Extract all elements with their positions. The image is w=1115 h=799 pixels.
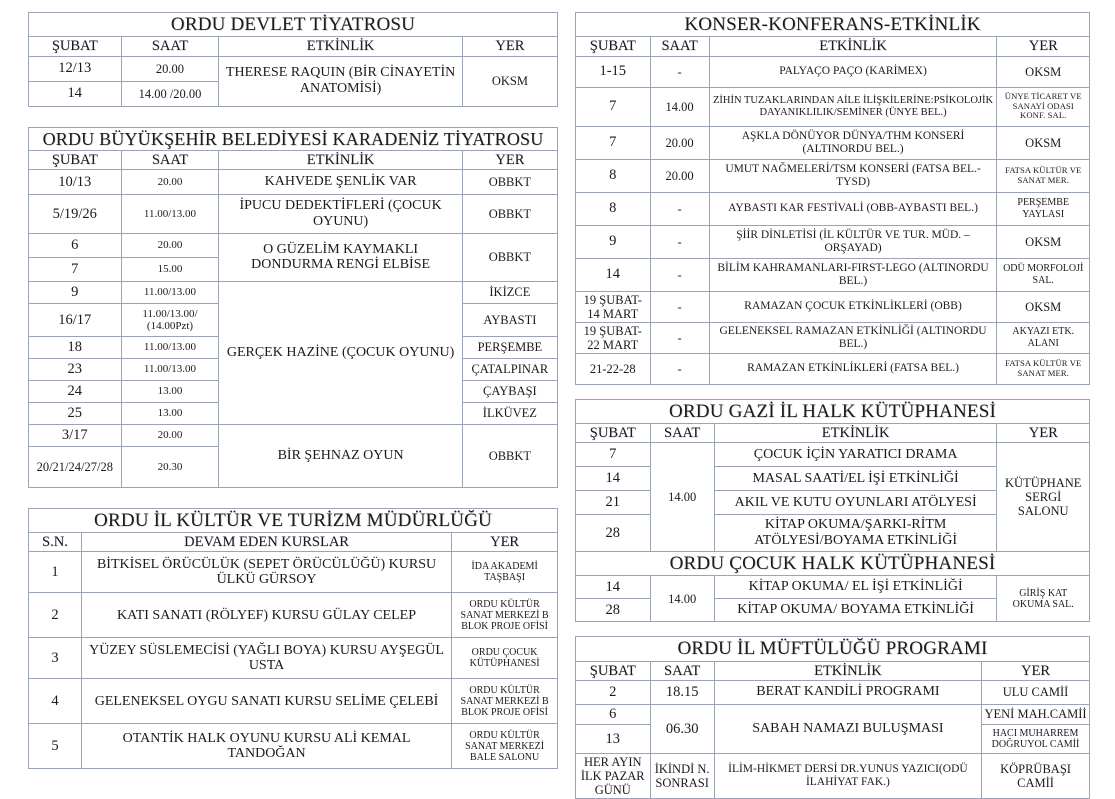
table-header-row (576, 661, 1090, 680)
table-kultur-turizm (28, 508, 558, 770)
table-title-row (576, 399, 1090, 423)
cell-subat: 16/17 (29, 303, 122, 336)
cell-subat: 25 (29, 402, 122, 424)
cell-subat: 5/19/26 (29, 194, 122, 233)
column-header-etkinlik: ETKİNLİK (714, 423, 997, 442)
cell-yer: KÖPRÜBAŞI CAMİİ (982, 753, 1090, 798)
table-title-row (29, 127, 558, 150)
column-header-kurslar: DEVAM EDEN KURSLAR (81, 533, 451, 552)
cell-sn: 1 (29, 552, 82, 593)
table-header-row (29, 150, 558, 169)
cell-etkinlik: AYBASTI KAR FESTİVALİ (OBB-AYBASTI BEL.) (709, 192, 997, 225)
cell-saat: 11.00/13.00/ (14.00Pzt) (121, 303, 219, 336)
table-row (576, 126, 1090, 159)
cell-subat: 14 (29, 81, 122, 106)
cell-sn: 4 (29, 679, 82, 724)
cell-subat: 23 (29, 358, 122, 380)
cell-etkinlik: KİTAP OKUMA/ BOYAMA ETKİNLİĞİ (714, 599, 997, 622)
table-title-row (576, 637, 1090, 661)
cell-subat: 13 (576, 724, 651, 753)
cell-subat: 2 (576, 680, 651, 704)
table-row (576, 159, 1090, 192)
spacer (575, 622, 1090, 636)
cell-saat: 18.15 (650, 680, 714, 704)
cell-etkinlik: ŞİİR DİNLETİSİ (İL KÜLTÜR VE TUR. MÜD. – ORŞAYAD) (709, 225, 997, 258)
table-row (29, 424, 558, 446)
table-row (29, 169, 558, 194)
cell-subat: 18 (29, 336, 122, 358)
column-header-yer: YER (982, 661, 1090, 680)
column-header-saat: SAAT (650, 661, 714, 680)
cell-subat: 12/13 (29, 56, 122, 81)
cell-yer: İLKÜVEZ (462, 402, 557, 424)
cell-subat: 20/21/24/27/28 (29, 446, 122, 487)
cell-saat: - (650, 353, 709, 384)
cell-subat: 9 (29, 281, 122, 303)
cell-etkinlik: İPUCU DEDEKTİFLERİ (ÇOCUK OYUNU) (219, 194, 462, 233)
cell-kurs: KATI SANATI (RÖLYEF) KURSU GÜLAY CELEP (81, 593, 451, 638)
table-title: ORDU GAZİ İL HALK KÜTÜPHANESİ (576, 399, 1090, 423)
table-row (576, 680, 1090, 704)
cell-kurs: BİTKİSEL ÖRÜCÜLÜK (SEPET ÖRÜCÜLÜĞÜ) KURSU ÜLKÜ GÜRSOY (81, 552, 451, 593)
cell-yer: ORDU KÜLTÜR SANAT MERKEZİ BALE SALONU (452, 724, 558, 769)
table-row (576, 322, 1090, 353)
cell-yer: OKSM (997, 225, 1090, 258)
cell-subat: 7 (29, 257, 122, 281)
cell-yer: OBBKT (462, 194, 557, 233)
cell-subat: 8 (576, 159, 651, 192)
spacer (575, 385, 1090, 399)
table-title-row (576, 13, 1090, 37)
cell-saat: - (650, 291, 709, 322)
cell-etkinlik: BERAT KANDİLİ PROGRAMI (714, 680, 981, 704)
cell-etkinlik: AŞKLA DÖNÜYOR DÜNYA/THM KONSERİ (ALTINORDU BEL.) (709, 126, 997, 159)
cell-saat: - (650, 258, 709, 291)
cell-subat: 21-22-28 (576, 353, 651, 384)
cell-yer: ORDU ÇOCUK KÜTÜPHANESİ (452, 638, 558, 679)
column-header-yer: YER (997, 423, 1090, 442)
cell-subat: 3/17 (29, 424, 122, 446)
cell-saat: 20.00 (121, 56, 219, 81)
cell-yer: OBBKT (462, 424, 557, 487)
cell-yer: FATSA KÜLTÜR VE SANAT MER. (997, 159, 1090, 192)
table-row (576, 576, 1090, 599)
table-row (576, 258, 1090, 291)
column-header-subat: ŞUBAT (29, 150, 122, 169)
cell-yer: AYBASTI (462, 303, 557, 336)
cell-yer: ÇATALPINAR (462, 358, 557, 380)
cell-yer: KÜTÜPHANE SERGİ SALONU (997, 443, 1090, 552)
cell-etkinlik: UMUT NAĞMELERİ/TSM KONSERİ (FATSA BEL.-TYSD) (709, 159, 997, 192)
cell-saat: 11.00/13.00 (121, 194, 219, 233)
cell-kurs: GELENEKSEL OYGU SANATI KURSU SELİME ÇELEBİ (81, 679, 451, 724)
cell-saat: 11.00/13.00 (121, 336, 219, 358)
table-muftuluk-programi (575, 636, 1090, 799)
cell-saat: 14.00 (650, 576, 714, 622)
cell-subat: 14 (576, 576, 651, 599)
table-halk-kutuphanesi (575, 399, 1090, 623)
cell-saat: 11.00/13.00 (121, 281, 219, 303)
table-title: ORDU BÜYÜKŞEHİR BELEDİYESİ KARADENİZ TİYATROSU (29, 127, 558, 150)
cell-subat: 14 (576, 258, 651, 291)
cell-yer: OKSM (997, 291, 1090, 322)
table-row (576, 56, 1090, 87)
cell-saat: 20.30 (121, 446, 219, 487)
table-header-row (576, 37, 1090, 56)
table-row (29, 281, 558, 303)
cell-etkinlik: RAMAZAN ETKİNLİKLERİ (FATSA BEL.) (709, 353, 997, 384)
cell-yer: YENİ MAH.CAMİİ (982, 704, 1090, 724)
cell-yer: GİRİŞ KAT OKUMA SAL. (997, 576, 1090, 622)
cell-sn: 3 (29, 638, 82, 679)
cell-saat: 14.00 (650, 443, 714, 552)
cell-subat: 14 (576, 467, 651, 491)
column-header-saat: SAAT (650, 423, 714, 442)
cell-yer: OKSM (997, 126, 1090, 159)
cell-etkinlik: AKIL VE KUTU OYUNLARI ATÖLYESİ (714, 491, 997, 515)
cell-subat: 19 ŞUBAT-14 MART (576, 291, 651, 322)
table-row (576, 753, 1090, 798)
column-header-yer: YER (462, 37, 557, 56)
cell-saat: 14.00 /20.00 (121, 81, 219, 106)
table-row (576, 443, 1090, 467)
cell-subat: 28 (576, 515, 651, 552)
table-row (576, 87, 1090, 126)
table-devlet-tiyatrosu (28, 12, 558, 107)
cell-subat: 6 (29, 233, 122, 257)
table-row (576, 353, 1090, 384)
table-header-row (576, 423, 1090, 442)
cell-kurs: OTANTİK HALK OYUNU KURSU ALİ KEMAL TANDOĞAN (81, 724, 451, 769)
column-header-subat: ŞUBAT (29, 37, 122, 56)
cell-yer: OBBKT (462, 233, 557, 281)
column-header-saat: SAAT (650, 37, 709, 56)
cell-etkinlik: THERESE RAQUIN (BİR CİNAYETİN ANATOMİSİ) (219, 56, 462, 106)
cell-yer: İDA AKADEMİ TAŞBAŞI (452, 552, 558, 593)
cell-subat: 21 (576, 491, 651, 515)
cell-etkinlik: GERÇEK HAZİNE (ÇOCUK OYUNU) (219, 281, 462, 424)
column-header-etkinlik: ETKİNLİK (219, 150, 462, 169)
table-title: ORDU İL KÜLTÜR VE TURİZM MÜDÜRLÜĞÜ (29, 508, 558, 532)
column-header-subat: ŞUBAT (576, 423, 651, 442)
cell-subat: 9 (576, 225, 651, 258)
table-row (576, 291, 1090, 322)
table-title: KONSER-KONFERANS-ETKİNLİK (576, 13, 1090, 37)
column-header-etkinlik: ETKİNLİK (219, 37, 462, 56)
table-row (29, 233, 558, 257)
cell-etkinlik: SABAH NAMAZI BULUŞMASI (714, 704, 981, 753)
cell-saat: 14.00 (650, 87, 709, 126)
cell-subat: 24 (29, 380, 122, 402)
cell-yer: OKSM (462, 56, 557, 106)
cell-yer: ULU CAMİİ (982, 680, 1090, 704)
cell-etkinlik: KAHVEDE ŞENLİK VAR (219, 169, 462, 194)
cell-etkinlik: İLİM-HİKMET DERSİ DR.YUNUS YAZICI(ODÜ İLAHİYAT FAK.) (714, 753, 981, 798)
cell-saat: 13.00 (121, 380, 219, 402)
cell-saat: 13.00 (121, 402, 219, 424)
cell-subat: 7 (576, 443, 651, 467)
cell-saat: 20.00 (121, 424, 219, 446)
table-row (29, 593, 558, 638)
cell-sn: 5 (29, 724, 82, 769)
cell-yer: ODÜ MORFOLOJİ SAL. (997, 258, 1090, 291)
column-header-yer: YER (462, 150, 557, 169)
cell-etkinlik: KİTAP OKUMA/ EL İŞİ ETKİNLİĞİ (714, 576, 997, 599)
table-header-row (29, 37, 558, 56)
cell-kurs: YÜZEY SÜSLEMECİSİ (YAĞLI BOYA) KURSU AYŞEGÜL USTA (81, 638, 451, 679)
table-row (29, 638, 558, 679)
cell-saat: 20.00 (121, 233, 219, 257)
column-header-yer: YER (452, 533, 558, 552)
table-row (29, 552, 558, 593)
left-column (28, 12, 558, 769)
column-header-etkinlik: ETKİNLİK (709, 37, 997, 56)
table-header-row (29, 533, 558, 552)
spacer (28, 107, 558, 127)
cell-yer: PERŞEMBE YAYLASI (997, 192, 1090, 225)
cell-subat: 7 (576, 87, 651, 126)
cell-etkinlik: BİLİM KAHRAMANLARI-FIRST-LEGO (ALTINORDU BEL.) (709, 258, 997, 291)
table-row (29, 56, 558, 81)
table-title-cocuk-kutuphane: ORDU ÇOCUK HALK KÜTÜPHANESİ (576, 552, 1090, 576)
cell-saat: 06.30 (650, 704, 714, 753)
cell-etkinlik: ZİHİN TUZAKLARINDAN AİLE İLİŞKİLERİNE:PSİKOLOJİK DAYANIKLILIK/SEMİNER (ÜNYE BEL.) (709, 87, 997, 126)
cell-subat: 8 (576, 192, 651, 225)
cell-sn: 2 (29, 593, 82, 638)
cell-etkinlik: MASAL SAATİ/EL İŞİ ETKİNLİĞİ (714, 467, 997, 491)
table-row (29, 679, 558, 724)
column-header-saat: SAAT (121, 37, 219, 56)
cell-yer: ÜNYE TİCARET VE SANAYİ ODASI KONF. SAL. (997, 87, 1090, 126)
cell-yer: İKİZCE (462, 281, 557, 303)
table-title-row (29, 508, 558, 532)
cell-yer: OKSM (997, 56, 1090, 87)
cell-yer: ORDU KÜLTÜR SANAT MERKEZİ B BLOK PROJE OFİSİ (452, 593, 558, 638)
cell-yer: FATSA KÜLTÜR VE SANAT MER. (997, 353, 1090, 384)
table-title: ORDU İL MÜFTÜLÜĞÜ PROGRAMI (576, 637, 1090, 661)
column-header-subat: ŞUBAT (576, 661, 651, 680)
spacer (28, 488, 558, 508)
cell-subat: 28 (576, 599, 651, 622)
cell-subat: 10/13 (29, 169, 122, 194)
cell-yer: AKYAZI ETK. ALANI (997, 322, 1090, 353)
cell-subat: 19 ŞUBAT-22 MART (576, 322, 651, 353)
table-title-row (576, 552, 1090, 576)
column-header-yer: YER (997, 37, 1090, 56)
cell-saat: 20.00 (121, 169, 219, 194)
cell-yer: HACI MUHARREM DOĞRUYOL CAMİİ (982, 724, 1090, 753)
table-title-row (29, 13, 558, 37)
table-row (29, 194, 558, 233)
cell-yer: ORDU KÜLTÜR SANAT MERKEZİ B BLOK PROJE OFİSİ (452, 679, 558, 724)
cell-saat: 20.00 (650, 159, 709, 192)
cell-saat: İKİNDİ N. SONRASI (650, 753, 714, 798)
table-row (576, 192, 1090, 225)
cell-saat: - (650, 192, 709, 225)
table-karadeniz-tiyatrosu (28, 127, 558, 488)
cell-yer: OBBKT (462, 169, 557, 194)
cell-subat: HER AYIN İLK PAZAR GÜNÜ (576, 753, 651, 798)
cell-etkinlik: GELENEKSEL RAMAZAN ETKİNLİĞİ (ALTINORDU BEL.) (709, 322, 997, 353)
column-header-saat: SAAT (121, 150, 219, 169)
cell-etkinlik: PALYAÇO PAÇO (KARİMEX) (709, 56, 997, 87)
cell-yer: PERŞEMBE (462, 336, 557, 358)
cell-saat: - (650, 322, 709, 353)
table-konser-konferans-etkinlik (575, 12, 1090, 385)
table-title: ORDU DEVLET TİYATROSU (29, 13, 558, 37)
cell-etkinlik: ÇOCUK İÇİN YARATICI DRAMA (714, 443, 997, 467)
cell-saat: 11.00/13.00 (121, 358, 219, 380)
column-header-sn: S.N. (29, 533, 82, 552)
column-header-subat: ŞUBAT (576, 37, 651, 56)
cell-saat: 15.00 (121, 257, 219, 281)
right-column (575, 12, 1090, 799)
table-row (576, 704, 1090, 724)
cell-etkinlik: KİTAP OKUMA/ŞARKI-RİTM ATÖLYESİ/BOYAMA ETKİNLİĞİ (714, 515, 997, 552)
cell-yer: ÇAYBAŞI (462, 380, 557, 402)
table-row (576, 225, 1090, 258)
cell-etkinlik: BİR ŞEHNAZ OYUN (219, 424, 462, 487)
cell-subat: 1-15 (576, 56, 651, 87)
cell-saat: 20.00 (650, 126, 709, 159)
table-row (29, 724, 558, 769)
cell-saat: - (650, 225, 709, 258)
cell-saat: - (650, 56, 709, 87)
cell-etkinlik: O GÜZELİM KAYMAKLI DONDURMA RENGİ ELBİSE (219, 233, 462, 281)
cell-subat: 7 (576, 126, 651, 159)
cell-etkinlik: RAMAZAN ÇOCUK ETKİNLİKLERİ (OBB) (709, 291, 997, 322)
cell-subat: 6 (576, 704, 651, 724)
column-header-etkinlik: ETKİNLİK (714, 661, 981, 680)
